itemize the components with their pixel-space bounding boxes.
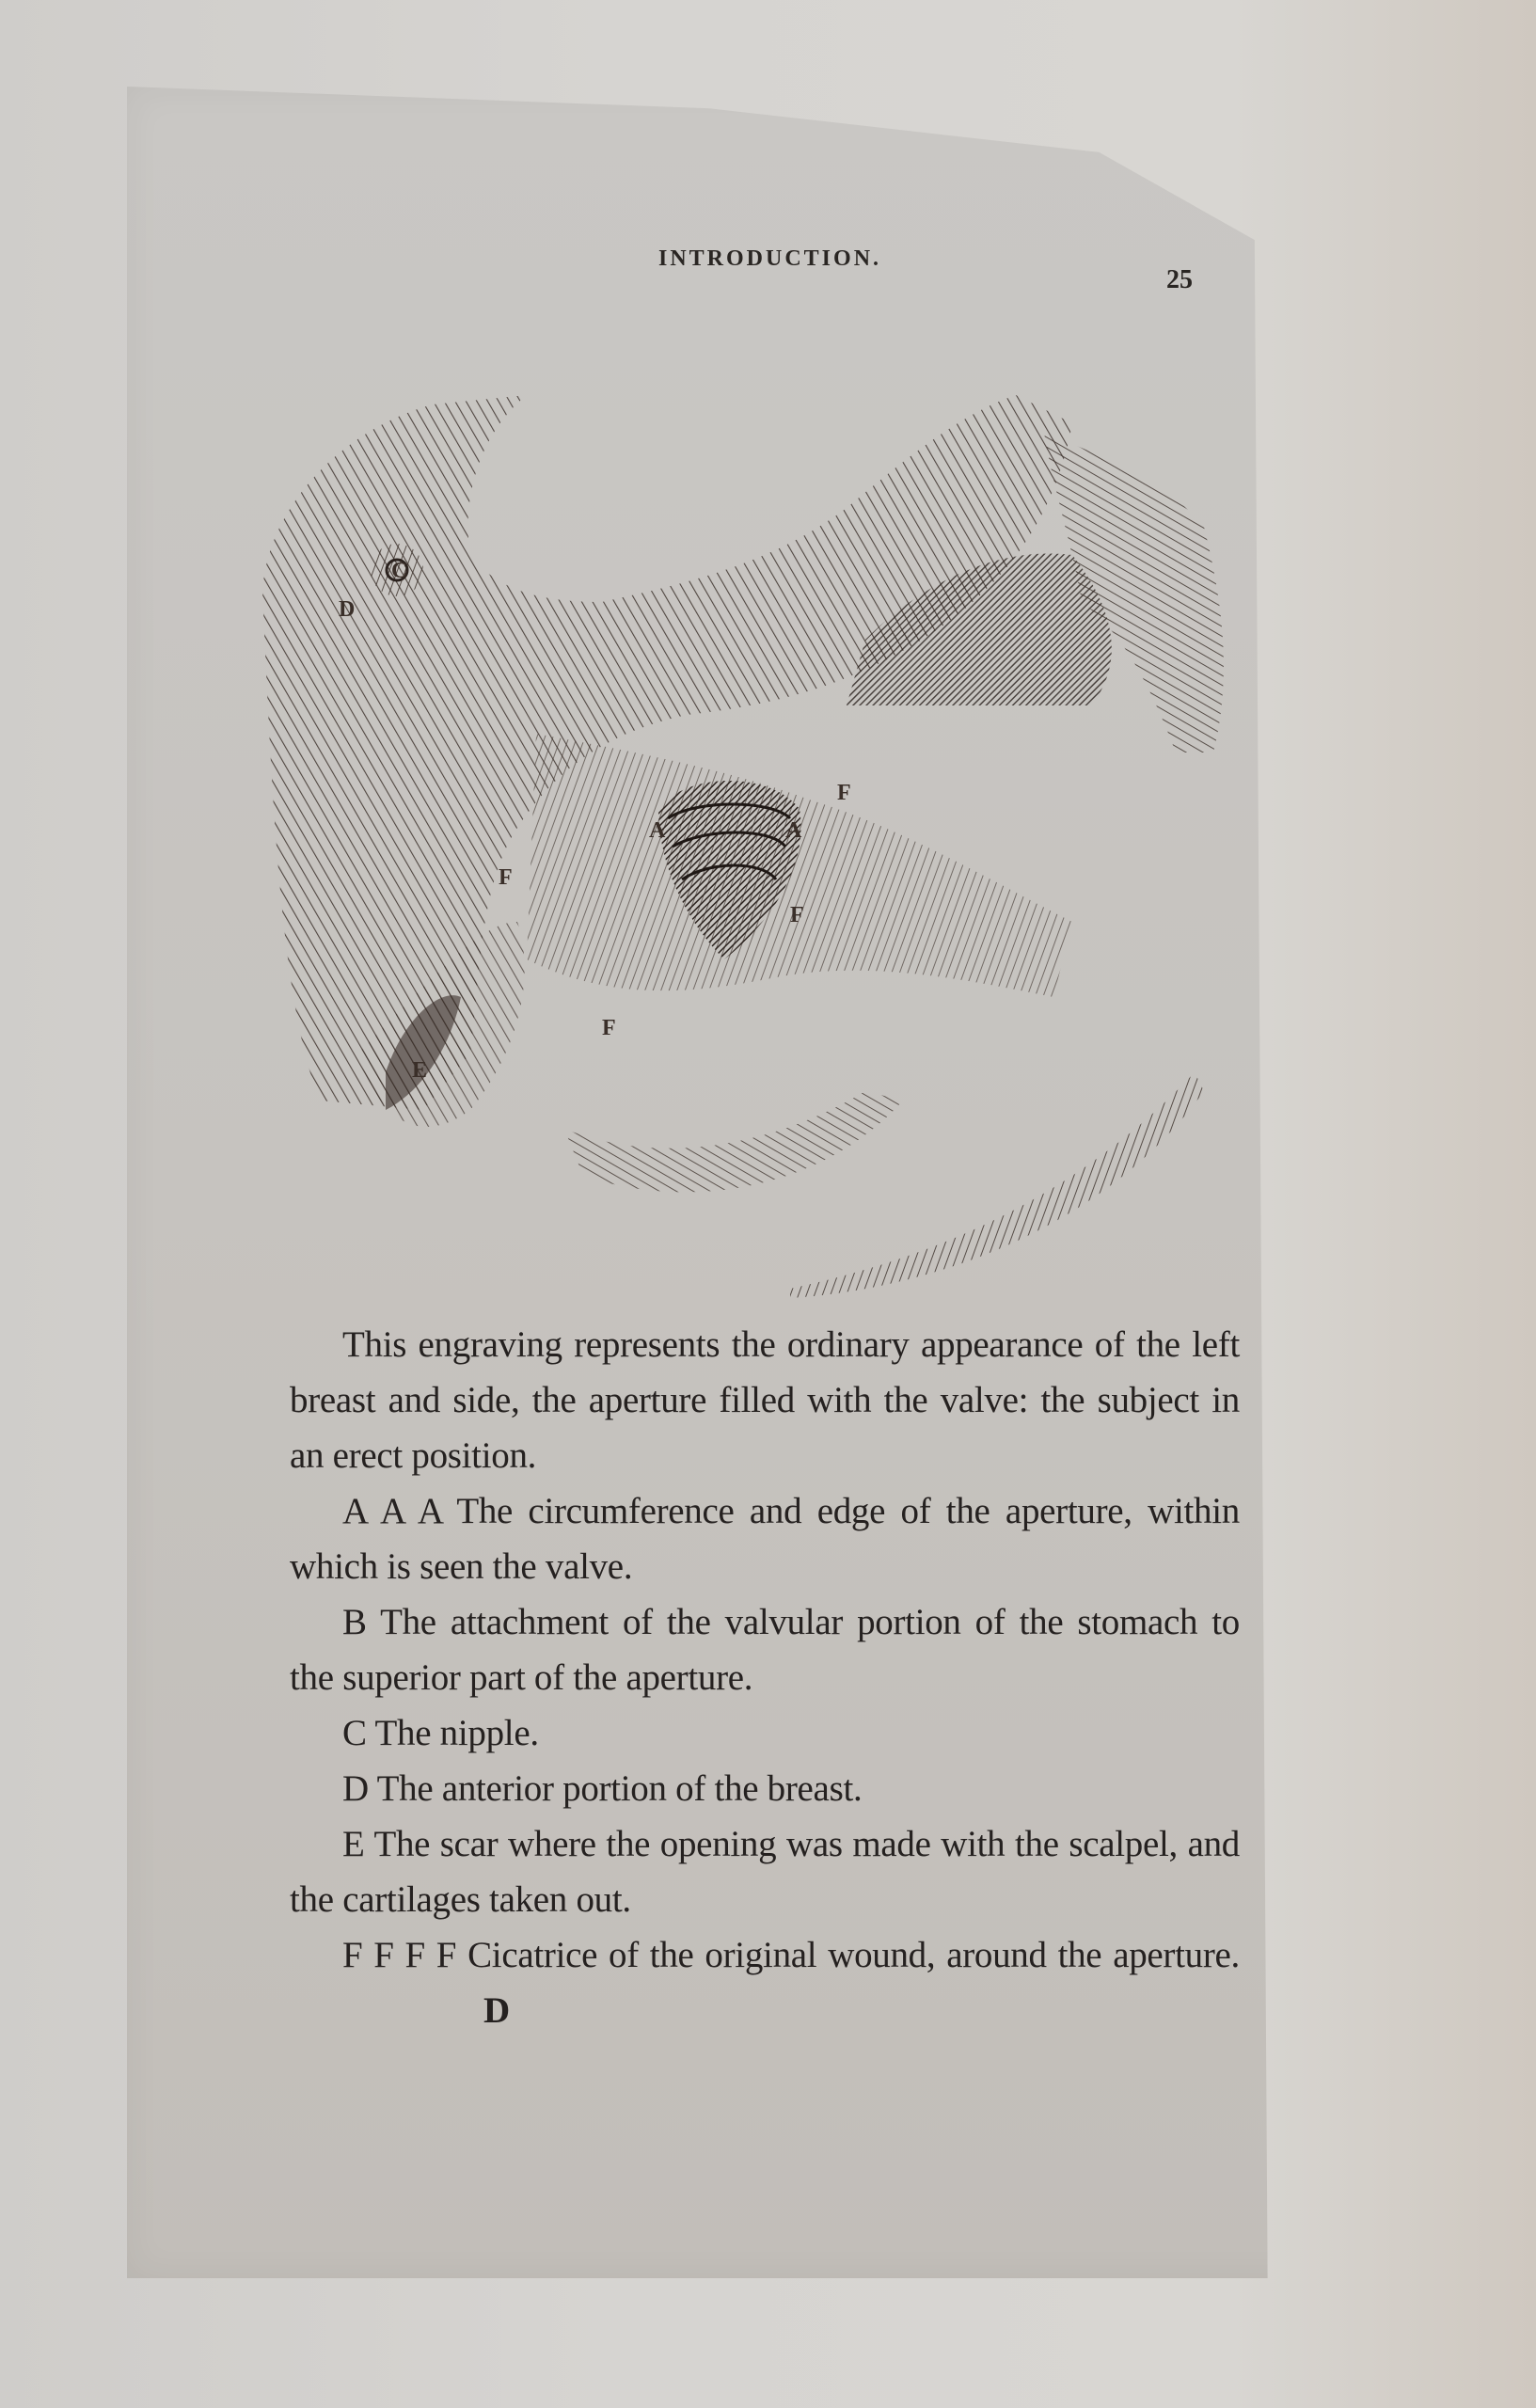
label-f-right-lower: F [790,903,804,927]
caption-key-a: A A A [342,1491,442,1531]
caption-key-d: D [342,1768,369,1809]
caption-key-c: C [342,1713,367,1753]
caption-item-b [290,1594,1240,1705]
lower-crescent-shading [564,1091,903,1192]
caption-text-d: The anterior portion of the breast. [376,1768,863,1809]
label-f-right-upper: F [837,781,851,805]
label-e: E [412,1058,428,1083]
engraving-illustration [245,395,1260,1298]
caption-text-c: The nipple. [374,1713,539,1753]
label-f-left: F [499,865,513,890]
figure-caption [290,1317,1240,2038]
label-a-left: A [649,818,666,843]
caption-item-a [290,1483,1240,1594]
label-d: D [339,597,356,622]
label-a-right: A [785,818,802,843]
caption-text-b: The attachment of the valvular portion of the stomach to the superior part of the aperture. [290,1602,1241,1698]
label-c: C [391,559,408,583]
label-f-bottom: F [602,1016,616,1040]
caption-key-f: F F F F [342,1935,457,1975]
caption-item-e [290,1816,1240,1927]
caption-item-c [290,1705,1240,1761]
caption-key-e: E [342,1824,365,1864]
running-head: INTRODUCTION. [658,246,882,271]
caption-key-b: B [342,1602,367,1642]
signature-mark: D [483,1990,510,2031]
caption-text-f: Cicatrice of the original wound, around the aperture. [467,1935,1240,1975]
caption-text-e: The scar where the opening was made with the scalpel, and the cartilages taken out. [290,1824,1240,1920]
torso-shading [262,395,1072,1110]
ribs-shading [527,734,1072,997]
caption-text-a: The circumference and edge of the aperture, within which is seen the valve. [290,1491,1240,1587]
page-number: 25 [1166,265,1193,294]
caption-item-d [290,1761,1240,1816]
anatomical-engraving [245,395,1260,1298]
caption-item-f [290,1927,1240,2038]
caption-intro: This engraving represents the ordinary appearance of the left breast and side, the aperture filled with the valve: the subject in an erect position. [290,1324,1240,1476]
